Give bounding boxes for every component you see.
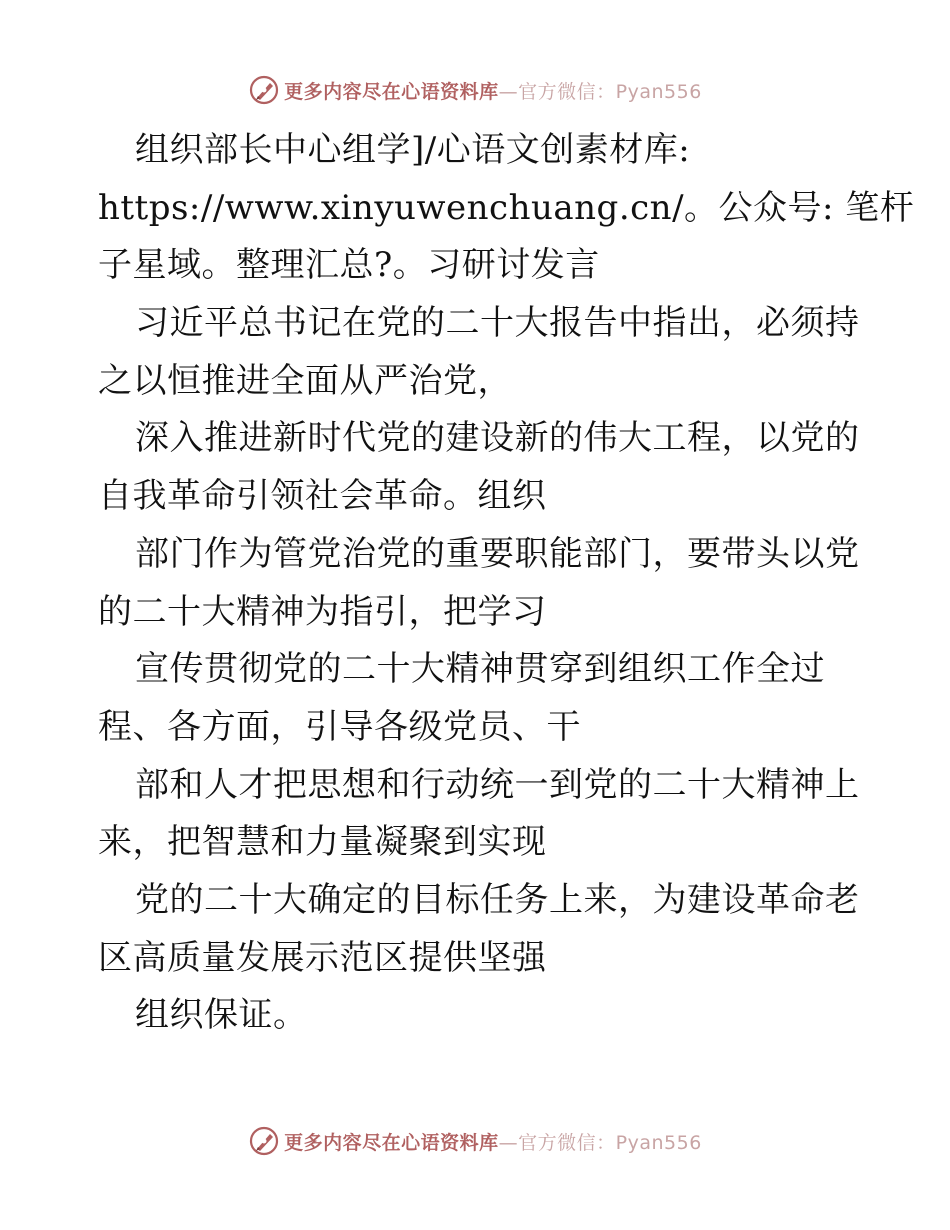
paragraph-line: 组织保证。 (135, 995, 308, 1036)
paragraph-line: 之以恒推进全面从严治党， (98, 360, 512, 401)
paragraph-line: 党的二十大确定的目标任务上来，为建设革命老 (135, 879, 860, 920)
banner-site-text: 更多内容尽在心语资料库 (284, 80, 499, 103)
banner-text (284, 1128, 702, 1155)
paragraph-line: 部和人才把思想和行动统一到党的二十大精神上 (135, 764, 860, 805)
paragraph-line: 习近平总书记在党的二十大报告中指出，必须持 (135, 303, 860, 344)
banner-contact-text: —官方微信：Pyan556 (498, 80, 702, 103)
paragraph-line: 部门作为管党治党的重要职能部门，要带头以党 (135, 533, 860, 574)
paragraph-line: 宣传贯彻党的二十大精神贯穿到组织工作全过 (135, 649, 825, 690)
quill-pen-logo-icon (248, 1125, 280, 1157)
paragraph-line: 深入推进新时代党的建设新的伟大工程，以党的 (135, 418, 860, 459)
paragraph-line: https://www.xinyuwenchuang.cn/。公众号: 笔杆 (98, 187, 915, 228)
header-banner (0, 70, 950, 110)
paragraph-line: 的二十大精神为指引，把学习 (98, 591, 547, 632)
quill-pen-logo-icon (248, 74, 280, 106)
banner-text (284, 77, 702, 104)
footer-banner (0, 1121, 950, 1161)
paragraph-line: 自我革命引领社会革命。组织 (98, 476, 547, 517)
paragraph-line: 来，把智慧和力量凝聚到实现 (98, 822, 547, 863)
paragraph-line: 子星域。整理汇总?。习研讨发言 (98, 245, 600, 286)
paragraph-line: 区高质量发展示范区提供坚强 (98, 937, 547, 978)
paragraph-line: 组织部长中心组学]/心语文创素材库: (135, 130, 691, 170)
banner-site-text: 更多内容尽在心语资料库 (284, 1131, 499, 1154)
paragraph-line: 程、各方面，引导各级党员、干 (98, 706, 581, 747)
document-body (98, 122, 915, 1045)
banner-contact-text: —官方微信：Pyan556 (498, 1131, 702, 1154)
